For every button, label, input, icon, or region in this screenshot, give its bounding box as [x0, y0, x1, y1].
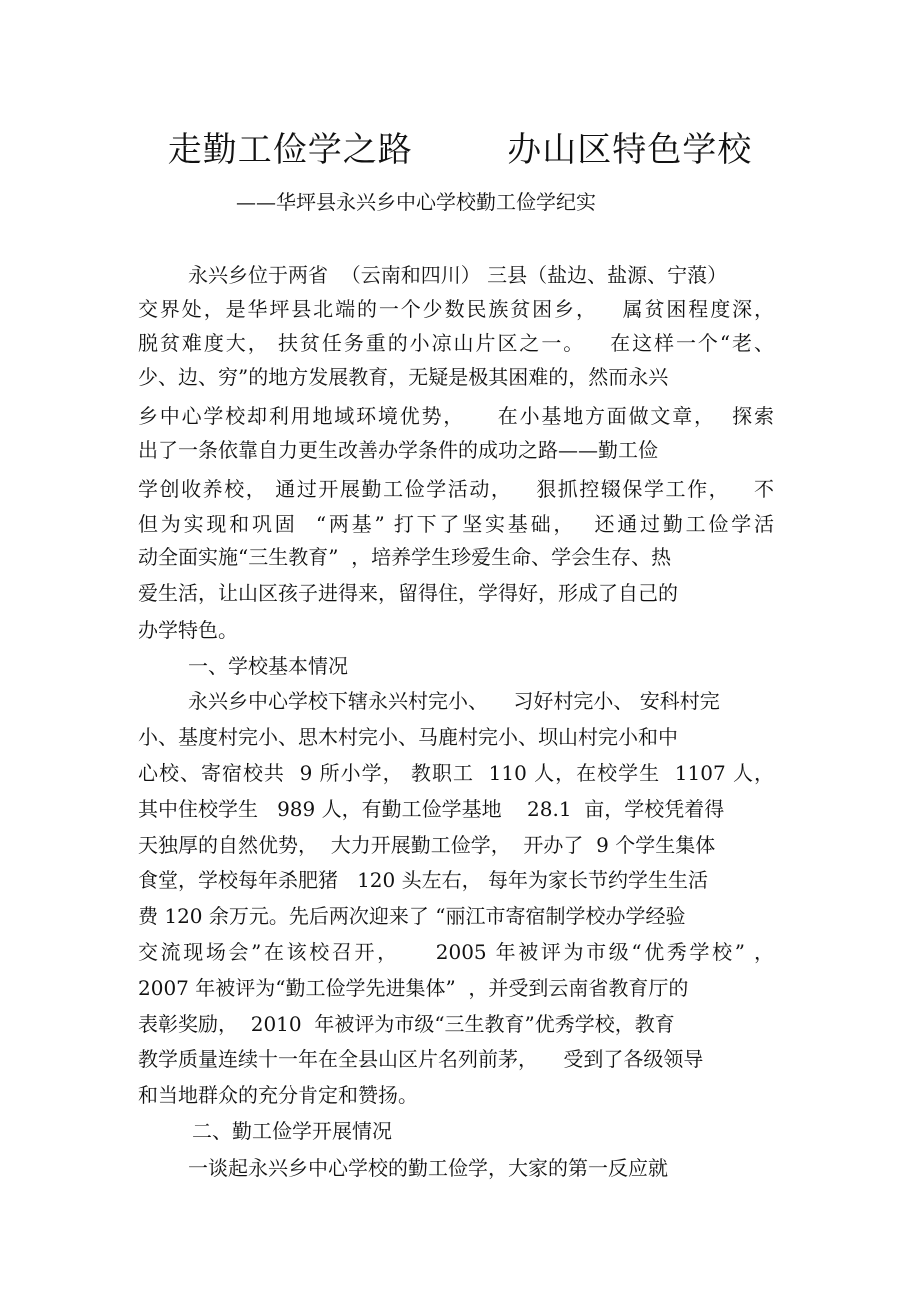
- paragraph-line: 出了一条依靠自力更生改善办学条件的成功之路——勤工俭: [138, 438, 658, 462]
- page-title: 走勤工俭学之路 办山区特色学校: [167, 130, 753, 170]
- paragraph-line: 少、边、穷”的地方发展教育，无疑是极其困难的，然而永兴: [138, 365, 669, 389]
- paragraph-line: 教学质量连续十一年在全县山区片名列前茅， 受到了各级领导: [138, 1047, 704, 1071]
- paragraph-line: 小、基度村完小、思木村完小、马鹿村完小、坝山村完小和中: [138, 725, 678, 749]
- paragraph-line: 乡中心学校却利用地域环境优势， 在小基地方面做文章， 探索: [138, 404, 774, 428]
- paragraph-line: 天独厚的自然优势， 大力开展勤工俭学， 开办了 9 个学生集体: [138, 833, 716, 857]
- paragraph-line: 办学特色。: [138, 618, 238, 642]
- paragraph-line: 其中住校学生 989 人，有勤工俭学基地 28.1 亩，学校凭着得: [138, 797, 725, 821]
- paragraph-line: 永兴乡中心学校下辖永兴村完小、 习好村完小、 安科村完: [188, 689, 720, 713]
- paragraph-line: 费 120 余万元。先后两次迎来了 “丽江市寄宿制学校办学经验: [138, 904, 686, 928]
- paragraph-line: 永兴乡位于两省 （云南和四川） 三县（盐边、盐源、宁蒗）: [188, 263, 728, 287]
- paragraph-line: 2007 年被评为“勤工俭学先进集体” ，并受到云南省教育厅的: [138, 976, 689, 1000]
- paragraph-line: 脱贫难度大， 扶贫任务重的小凉山片区之一。 在这样一个“老、: [138, 331, 774, 355]
- paragraph-line: 食堂，学校每年杀肥猪 120 头左右， 每年为家长节约学生生活: [138, 868, 708, 892]
- section-heading: 一、学校基本情况: [188, 654, 348, 678]
- page-subtitle: ——华坪县永兴乡中心学校勤工俭学纪实: [236, 190, 596, 214]
- paragraph-line: 交界处，是华坪县北端的一个少数民族贫困乡， 属贫困程度深，: [138, 297, 774, 321]
- paragraph-line: 交流现场会”在该校召开， 2005 年被评为市级“优秀学校” ，: [138, 940, 774, 964]
- paragraph-line: 学创收养校， 通过开展勤工俭学活动， 狠抓控辍保学工作， 不: [138, 477, 774, 501]
- paragraph-line: 和当地群众的充分肯定和赞扬。: [138, 1083, 418, 1107]
- paragraph-line: 心校、寄宿校共 9 所小学， 教职工 110 人，在校学生 1107 人，: [138, 761, 774, 785]
- paragraph-line: 但为实现和巩固 “两基” 打下了坚实基础， 还通过勤工俭学活: [138, 512, 774, 536]
- paragraph-line: 一谈起永兴乡中心学校的勤工俭学，大家的第一反应就: [188, 1156, 668, 1180]
- section-heading: 二、勤工俭学开展情况: [192, 1119, 392, 1143]
- paragraph-line: 表彰奖励， 2010 年被评为市级“三生教育”优秀学校，教育: [138, 1012, 675, 1036]
- paragraph-line: 动全面实施“三生教育” ，培养学生珍爱生命、学会生存、热: [138, 545, 672, 569]
- paragraph-line: 爱生活，让山区孩子进得来，留得住，学得好，形成了自己的: [138, 581, 678, 605]
